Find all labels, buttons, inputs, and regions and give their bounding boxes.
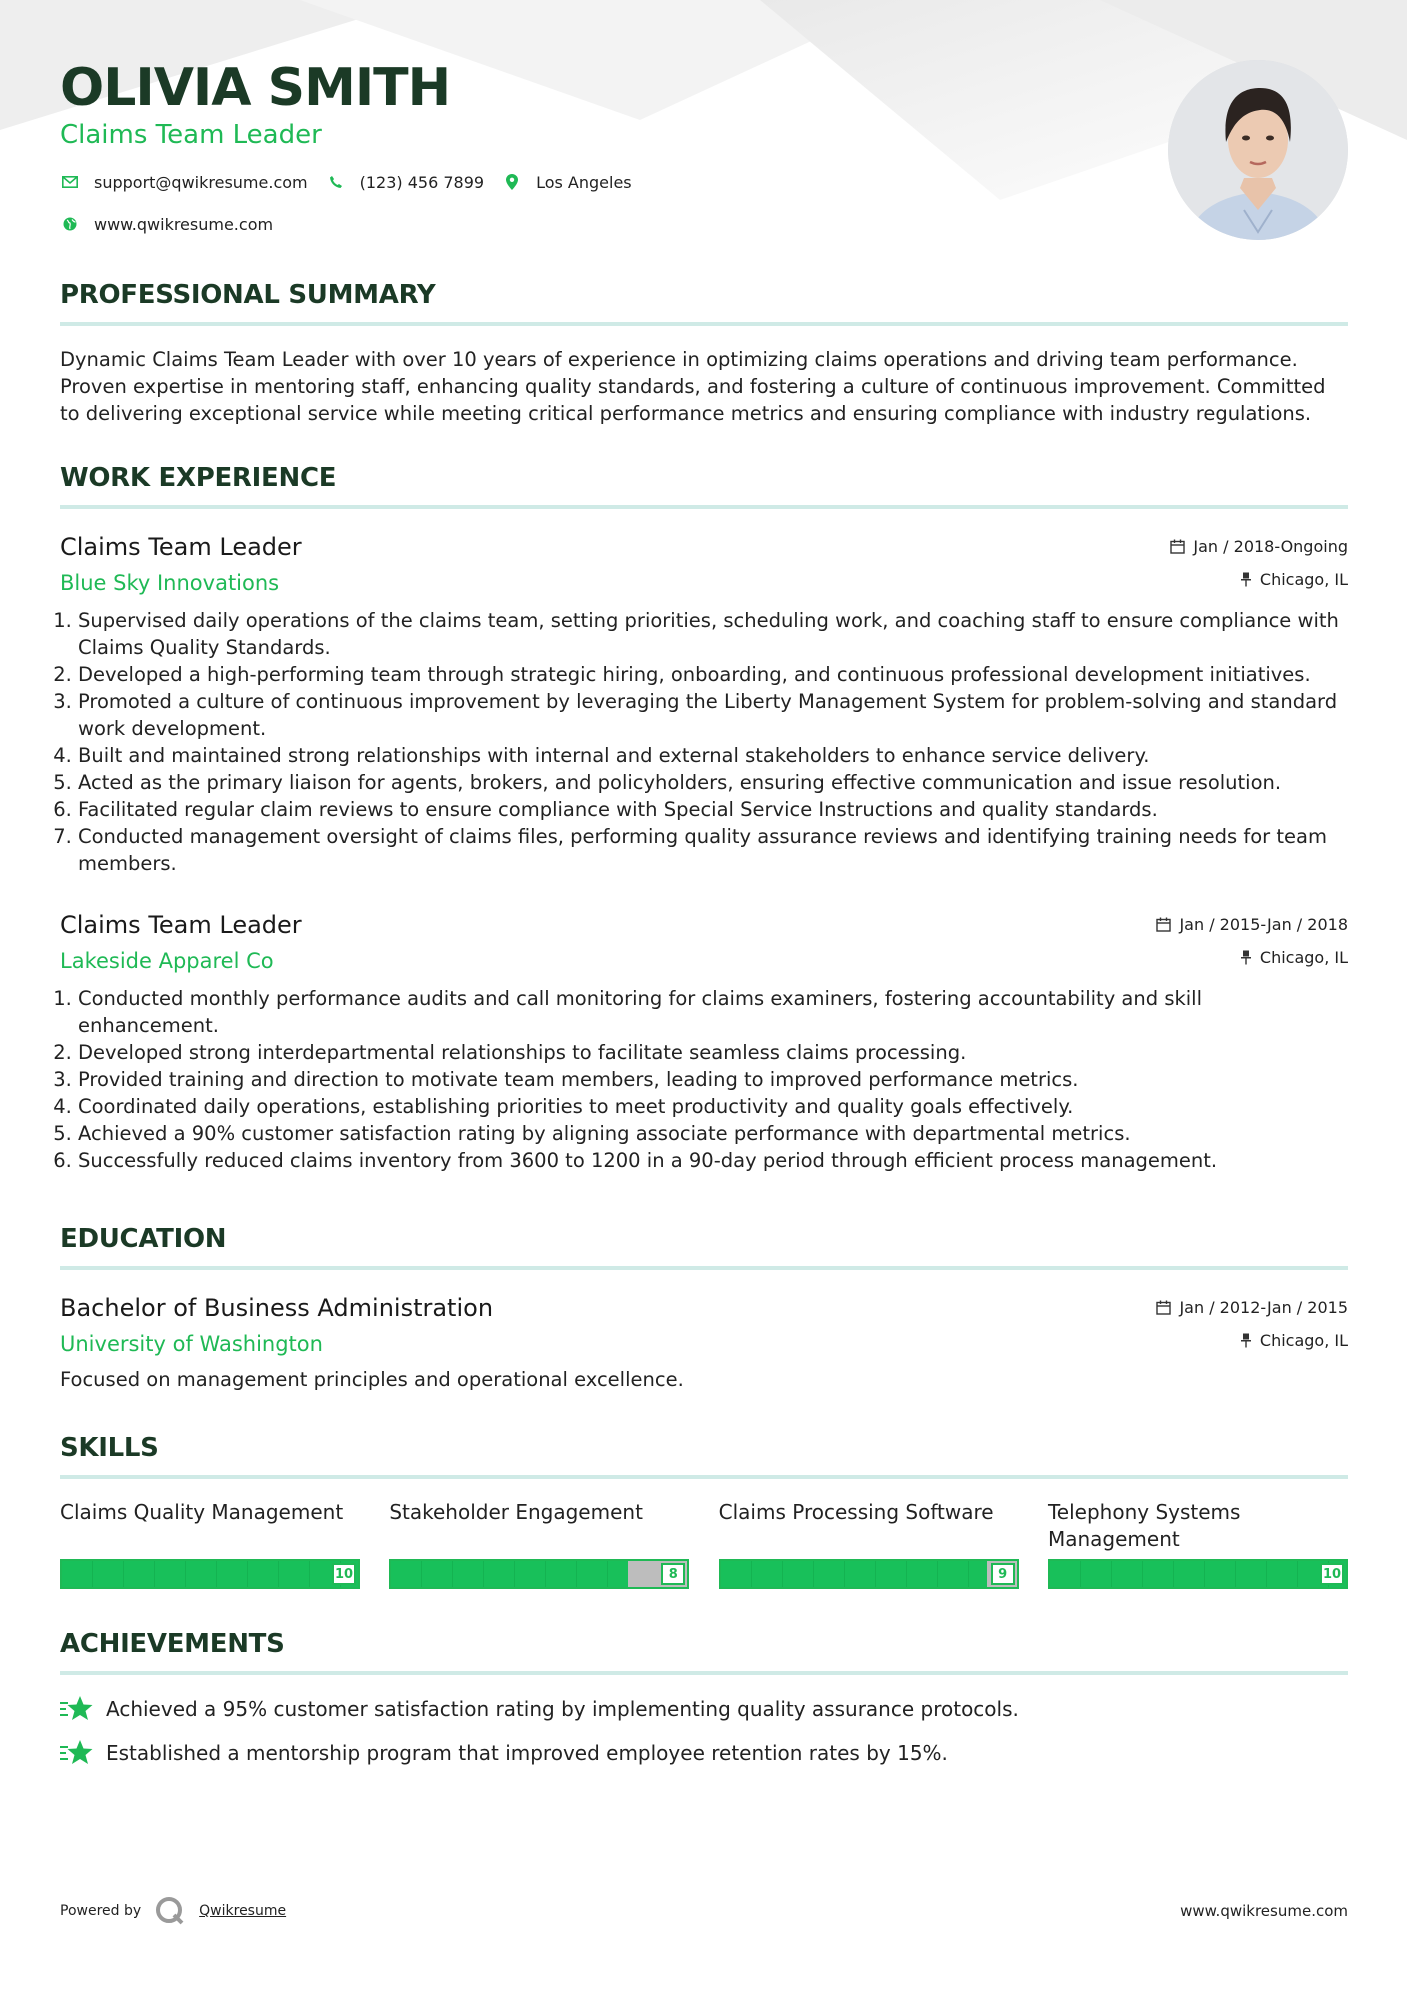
skill-item — [389, 1499, 689, 1589]
skill-meter — [719, 1559, 1019, 1589]
achievement-text: Established a mentorship program that improved employee retention rates by 15%. — [106, 1741, 948, 1765]
contact-email[interactable] — [60, 172, 308, 192]
contact-row — [60, 172, 650, 192]
list-item: 3. Promoted a culture of continuous improvement by leveraging the Liberty Management System for problem-solving and standard work development. — [78, 688, 1348, 742]
skill-score: 8 — [661, 1563, 685, 1585]
calendar-icon — [1156, 1300, 1171, 1315]
list-item: 6. Facilitated regular claim reviews to ensure compliance with Special Service Instructions and quality standards. — [78, 796, 1348, 823]
email-text: support@qwikresume.com — [94, 172, 308, 192]
phone-text: (123) 456 7899 — [359, 172, 485, 192]
pushpin-icon — [1240, 950, 1252, 965]
phone-icon — [326, 172, 346, 192]
summary-section — [60, 280, 1348, 427]
qwikresume-logo-icon — [155, 1896, 185, 1926]
skill-meter — [60, 1559, 360, 1589]
list-item: 6. Successfully reduced claims inventory from 3600 to 1200 in a 90-day period through efficient process management. — [78, 1147, 1348, 1174]
job-title: Claims Team Leader — [60, 533, 302, 561]
education-section — [60, 1224, 1348, 1393]
job-date-text: Jan / 2015-Jan / 2018 — [1179, 915, 1348, 934]
job-location — [1240, 570, 1348, 589]
education-description: Focused on management principles and operational excellence. — [60, 1368, 684, 1391]
job-company: Lakeside Apparel Co — [60, 949, 274, 973]
skill-meter — [389, 1559, 689, 1589]
job-date — [1170, 537, 1348, 556]
job-location — [1240, 948, 1348, 967]
globe-icon — [60, 214, 80, 234]
website-text: www.qwikresume.com — [94, 214, 274, 234]
skill-name: Telephony Systems Management — [1047, 1500, 1241, 1551]
list-item: 2. Developed strong interdepartmental relationships to facilitate seamless claims processing. — [78, 1039, 1348, 1066]
calendar-icon — [1156, 917, 1171, 932]
brand-link[interactable]: Qwikresume — [199, 1903, 287, 1919]
list-item: 1. Conducted monthly performance audits and call monitoring for claims examiners, fostering accountability and skill enhancement. — [78, 985, 1348, 1039]
job-bullets — [60, 985, 1348, 1174]
job-location-text: Chicago, IL — [1259, 948, 1348, 967]
skill-name: Stakeholder Engagement — [389, 1500, 643, 1524]
skill-fill — [721, 1561, 987, 1587]
job-date-text: Jan / 2018-Ongoing — [1193, 537, 1348, 556]
education-location — [1240, 1331, 1348, 1350]
education-date — [1156, 1298, 1348, 1317]
star-award-icon — [60, 1739, 94, 1767]
skill-meter — [1048, 1559, 1348, 1589]
summary-heading: PROFESSIONAL SUMMARY — [60, 280, 1348, 326]
job-entry — [60, 907, 1348, 1174]
list-item: 5. Acted as the primary liaison for agents, brokers, and policyholders, ensuring effective communication and issue resolution. — [78, 769, 1348, 796]
star-award-icon — [60, 1695, 94, 1723]
achievement-item — [60, 1739, 1348, 1767]
skill-fill — [62, 1561, 358, 1587]
location-text: Los Angeles — [536, 172, 632, 192]
skills-grid — [60, 1499, 1348, 1589]
skill-item — [1048, 1499, 1348, 1589]
education-heading: EDUCATION — [60, 1224, 1348, 1270]
list-item: 2. Developed a high-performing team through strategic hiring, onboarding, and continuous professional development initiatives. — [78, 661, 1348, 688]
candidate-name: OLIVIA SMITH — [60, 58, 451, 118]
experience-section — [60, 463, 1348, 1174]
education-entry — [60, 1290, 1348, 1393]
list-item: 4. Coordinated daily operations, establishing priorities to meet productivity and quality goals effectively. — [78, 1093, 1348, 1120]
job-company: Blue Sky Innovations — [60, 571, 280, 595]
job-bullets — [60, 607, 1348, 877]
skill-item — [60, 1499, 360, 1589]
achievements-section — [60, 1629, 1348, 1767]
list-item: 4. Built and maintained strong relationships with internal and external stakeholders to enhance service delivery. — [78, 742, 1348, 769]
skill-score: 10 — [332, 1563, 356, 1585]
job-location-text: Chicago, IL — [1259, 570, 1348, 589]
skill-score: 10 — [1320, 1563, 1344, 1585]
education-location-text: Chicago, IL — [1259, 1331, 1348, 1350]
school-name: University of Washington — [60, 1332, 323, 1356]
list-item: 3. Provided training and direction to motivate team members, leading to improved performance metrics. — [78, 1066, 1348, 1093]
job-entry — [60, 529, 1348, 877]
education-date-text: Jan / 2012-Jan / 2015 — [1179, 1298, 1348, 1317]
calendar-icon — [1170, 539, 1185, 554]
skill-name: Claims Quality Management — [60, 1500, 344, 1524]
pushpin-icon — [1240, 572, 1252, 587]
skill-score: 9 — [991, 1563, 1015, 1585]
achievement-item — [60, 1695, 1348, 1723]
experience-heading: WORK EXPERIENCE — [60, 463, 1348, 509]
footer-website-link[interactable]: www.qwikresume.com — [1180, 1902, 1348, 1920]
contact-location — [502, 172, 632, 192]
skill-fill — [391, 1561, 628, 1587]
job-title: Claims Team Leader — [60, 911, 302, 939]
list-item: 7. Conducted management oversight of claims files, performing quality assurance reviews and identifying training needs for team members. — [78, 823, 1348, 877]
candidate-role: Claims Team Leader — [60, 120, 322, 150]
degree-title: Bachelor of Business Administration — [60, 1294, 494, 1322]
achievements-heading: ACHIEVEMENTS — [60, 1629, 1348, 1675]
envelope-icon — [60, 172, 80, 192]
skill-item — [719, 1499, 1019, 1589]
pushpin-icon — [1240, 1333, 1252, 1348]
achievement-text: Achieved a 95% customer satisfaction rating by implementing quality assurance protocols. — [106, 1697, 1019, 1721]
powered-by-label: Powered by — [60, 1903, 142, 1919]
resume-header — [60, 0, 1348, 250]
summary-text: Dynamic Claims Team Leader with over 10 years of experience in optimizing claims operations and driving team performance. Proven expertise in mentoring staff, enhancing quality standards, and fostering a culture of continuous improvement. Committed to delivering exceptional service while meeting critical performance metrics and ensuring compliance with industry regulations. — [60, 348, 1326, 425]
list-item: 1. Supervised daily operations of the claims team, setting priorities, scheduling work, and coaching staff to ensure compliance with Claims Quality Standards. — [78, 607, 1348, 661]
skill-name: Claims Processing Software — [718, 1500, 994, 1524]
contact-website[interactable] — [60, 214, 273, 234]
skill-fill — [1050, 1561, 1346, 1587]
list-item: 5. Achieved a 90% customer satisfaction rating by aligning associate performance with departmental metrics. — [78, 1120, 1348, 1147]
skills-section — [60, 1433, 1348, 1589]
profile-photo — [1168, 60, 1348, 240]
map-pin-icon — [502, 172, 522, 192]
contact-phone[interactable] — [326, 172, 484, 192]
job-date — [1156, 915, 1348, 934]
page-footer — [60, 1896, 1348, 1926]
skills-heading: SKILLS — [60, 1433, 1348, 1479]
